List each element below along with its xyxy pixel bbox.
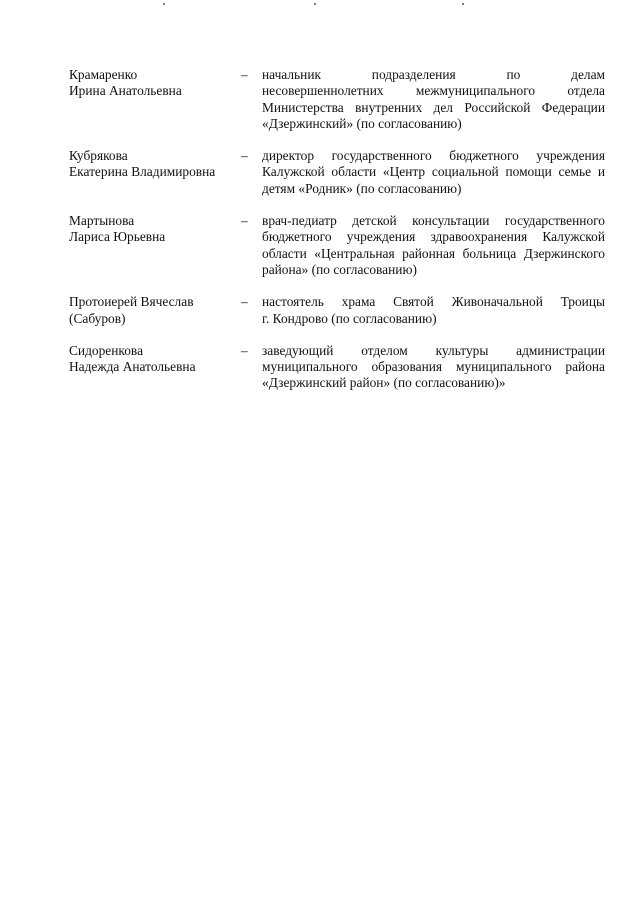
position-line: Калужской области «Центр социальной помощи семье и [262, 164, 605, 180]
member-name-line: Мартынова [69, 213, 135, 229]
member-position [262, 67, 605, 132]
scan-dot [314, 3, 316, 5]
member-name [69, 67, 241, 100]
member-position [262, 294, 605, 327]
member-position [262, 213, 605, 278]
position-line: Министерства внутренних дел Российской Федерации [262, 99, 605, 115]
member-list [69, 67, 605, 392]
position-line: детям «Родник» (по согласованию) [262, 180, 462, 196]
dash-separator: – [241, 148, 248, 164]
scan-dot [163, 3, 165, 5]
position-line: района» (по согласованию) [262, 261, 417, 277]
member-name-line: Ирина Анатольевна [69, 83, 182, 99]
position-line: бюджетного учреждения здравоохранения Калужской [262, 229, 605, 245]
member-name-line: Надежда Анатольевна [69, 359, 196, 375]
dash-separator: – [241, 342, 248, 358]
member-entry [69, 148, 605, 197]
member-name [69, 294, 241, 327]
position-line: «Дзержинский район» (по согласованию)» [262, 375, 506, 391]
member-entry [69, 294, 605, 327]
member-name-line: Лариса Юрьевна [69, 229, 166, 245]
member-name-line: Протоиерей Вячеслав [69, 294, 194, 310]
member-name-line: Крамаренко [69, 67, 138, 82]
member-position [262, 343, 605, 392]
member-name-line: Сидоренкова [69, 342, 144, 358]
position-line: г. Кондрово (по согласованию) [262, 310, 437, 326]
member-position [262, 148, 605, 197]
position-line: начальник подразделения по делам [262, 67, 605, 82]
position-line: «Дзержинский» (по согласованию) [262, 115, 462, 131]
member-name-line: Кубрякова [69, 148, 128, 164]
member-entry [69, 213, 605, 278]
member-entry [69, 67, 605, 132]
member-name [69, 213, 241, 246]
member-name-line: Екатерина Владимировна [69, 164, 216, 180]
member-name [69, 343, 241, 376]
position-line: муниципального образования муниципального района [262, 359, 605, 375]
position-line: несовершеннолетних межмуниципального отдела [262, 83, 605, 99]
position-line: заведующий отделом культуры администрации [262, 342, 605, 358]
member-name [69, 148, 241, 181]
scan-dot [462, 3, 464, 5]
scan-artifacts [0, 0, 640, 10]
dash-separator: – [241, 294, 248, 310]
member-entry [69, 343, 605, 392]
dash-separator: – [241, 213, 248, 229]
position-line: врач-педиатр детской консультации государственного [262, 213, 605, 229]
position-line: настоятель храма Святой Живоначальной Троицы [262, 294, 605, 310]
member-name-line: (Сабуров) [69, 310, 126, 326]
position-line: директор государственного бюджетного учреждения [262, 148, 605, 164]
position-line: области «Центральная районная больница Дзержинского [262, 245, 605, 261]
dash-separator: – [241, 67, 248, 82]
